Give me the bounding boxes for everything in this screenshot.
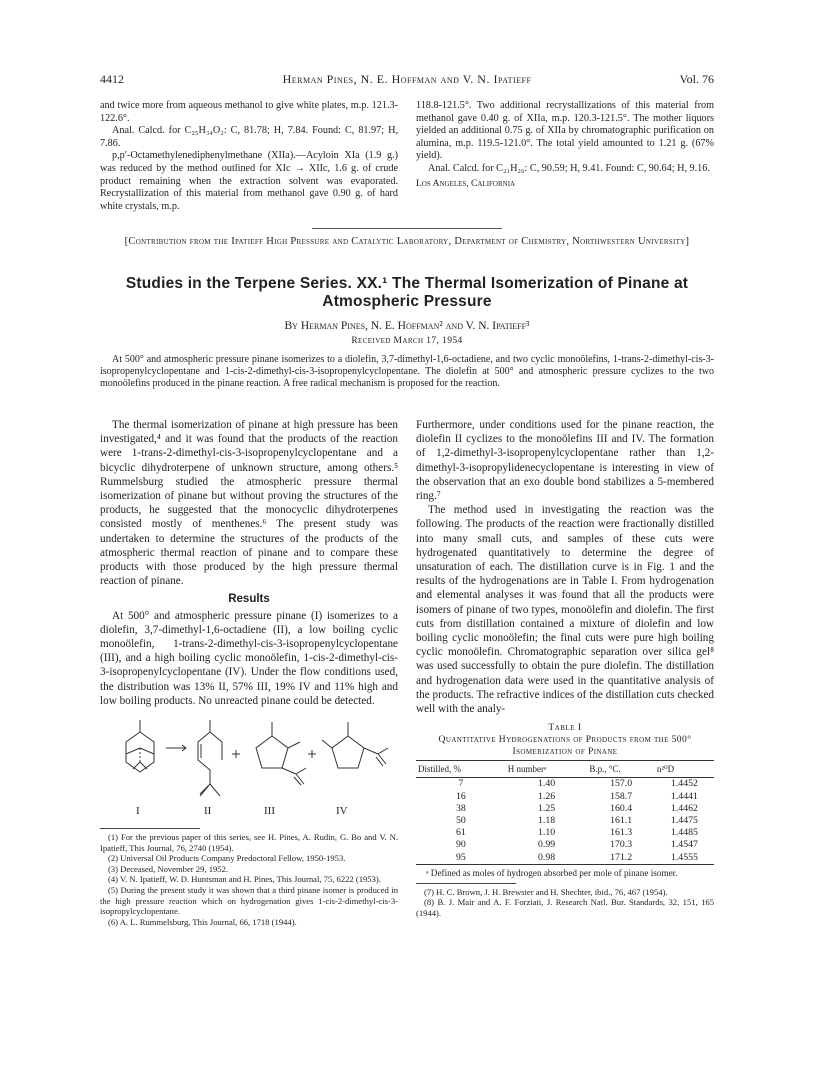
table-cell: 1.4547 (670, 839, 698, 851)
footnote: (3) Deceased, November 29, 1952. (108, 863, 229, 874)
table-footnote: ᵃ Defined as moles of hydrogen absorbed per mole of pinane isomer. (426, 867, 678, 878)
volume-number: Vol. 76 (679, 72, 714, 86)
table-cell: 61 (455, 827, 466, 839)
table-header: Distilled, % (416, 761, 506, 778)
article-divider (312, 228, 502, 229)
table-cell: 95 (416, 852, 506, 865)
table-title: Quantitative Hydrogenations of Products from the 500° Isomerization of Pinane (438, 734, 692, 758)
table-cell: 171.2 (587, 852, 655, 865)
running-authors: Herman Pines, N. E. Hoffman and V. N. Ipatieff (282, 72, 532, 86)
results-paragraph: At 500° and atmospheric pressure pinane (I) isomerizes to a diolefin, 3,7-dimethyl-1,6-octadiene (II), a low boiling cyclic monoölefin, 1-trans-2-dimethyl-cis-3-isopropenylcyclopentane (III), and a high boiling cyclic monoölefin, 1-cis-2-dimethyl-cis-3-isopropenylcyclopentane (IV). Under the flow conditions used, the distribution was 13% II, 57% III, 19% IV and 11% high and low boiling products. No unreacted pinane could be detected. (100, 609, 398, 707)
footnote: (1) For the previous paper of this series, see H. Pines, A. Rudin, G. Bo and V. N. Ipatieff, This Journal, 76, 2740 (1954). (100, 832, 398, 853)
table-cell: 1.4462 (670, 802, 698, 814)
table-cell: 16 (455, 790, 466, 802)
prev-paragraph: 118.8-121.5°. Two additional recrystallizations of this material from methanol gave 0.40 g. of XIIa, m.p. 120.3-121.5°. The mother liquors yielded an additional 0.75 g. of XIIa by chromatographic purification on alumina, m.p. 119.5-121.0°. The total yield amounted to 1.21 g. (67% yield). (416, 100, 714, 162)
structure-III (256, 722, 306, 785)
table-cell: 1.4441 (670, 790, 698, 802)
table-header-row (416, 761, 714, 778)
article-body (100, 418, 714, 1018)
scheme-label-III: III (264, 805, 275, 818)
table-caption (416, 722, 714, 758)
prev-right-column (416, 100, 714, 190)
table-cell: 0.99 (537, 839, 556, 851)
table-row (416, 852, 714, 865)
footnote: (6) A. L. Rummelsburg, This Journal, 66, 1718 (1944). (108, 916, 297, 927)
intro-paragraph: The thermal isomerization of pinane at high pressure has been investigated,⁴ and it was found that the products of the reaction were 1-trans-2-dimethyl-cis-3-isopropenylcyclopentane and a bicyclic dihydroterpene of unknown structure, among others.⁵ Rummelsburg studied the atmospheric pressure thermal isomerization of pinane but without proving the structures of the products, he suggested that the monocyclic dihydroterpenes consisted mostly of menthenes.⁶ The present study was undertaken to determine the structures of the products of the atmospheric thermal reaction of pinane and to compare these products with those produced by the high pressure thermal reaction of pinane. (100, 419, 398, 588)
prev-left-column (100, 100, 398, 213)
reaction-scheme-drawing (100, 714, 398, 824)
prev-location: Los Angeles, California (416, 178, 516, 189)
footnote-rule (100, 828, 200, 829)
scheme-label-IV: IV (336, 805, 348, 818)
table-cell: 1.26 (537, 790, 556, 802)
structure-IV (322, 722, 388, 768)
body-paragraph: Furthermore, under conditions used for the pinane reaction, the diolefin II cyclizes to the monoölefins III and IV. The formation of 1,2-dimethyl-3-isopropenylcyclopentane rather than 1,2-dimethyl-3-isopropylidenecyclopentane is interesting in view of the observation that an exo double bond stabilizes a 5-membered ring.⁷ (416, 419, 714, 503)
table-cell: 90 (455, 839, 466, 851)
table-cell: 1.10 (537, 827, 556, 839)
footnote: (2) Universal Oil Products Company Predoctoral Fellow, 1950-1953. (108, 853, 346, 864)
hydrogenation-table (416, 760, 714, 865)
table-row (416, 803, 714, 815)
running-header (100, 72, 714, 88)
table-header: B.p., °C. (587, 761, 655, 778)
footnote: (8) B. J. Mair and A. F. Forziati, J. Research Natl. Bur. Standards, 32, 151, 165 (1944). (416, 897, 714, 919)
table-row (416, 839, 714, 851)
structure-I (126, 720, 154, 772)
reaction-arrow (166, 745, 186, 751)
structure-II (198, 720, 222, 796)
table-row (416, 827, 714, 839)
prev-paragraph: and twice more from aqueous methanol to give white plates, m.p. 121.3-122.6°. (100, 100, 398, 124)
table-cell: 1.25 (537, 802, 556, 814)
table-cell: 158.7 (610, 790, 633, 802)
table-cell: 161.1 (610, 815, 633, 827)
footnote-rule (416, 883, 516, 884)
table-cell: 1.4475 (670, 815, 698, 827)
prev-paragraph: p,p′-Octamethylenediphenylmethane (XIIa).—Acyloin XIa (1.9 g.) was reduced by the method outlined for XIc → XIIc, 1.6 g. of crude product remaining when the extraction solvent was evaporated. Recrystallization of this material from methanol gave 0.90 g. of hard white crystals, m.p. (100, 150, 398, 212)
table-header: n²⁰D (655, 761, 714, 778)
table-cell: 1.40 (537, 778, 556, 790)
scheme-label-I: I (136, 805, 140, 818)
footnote: (7) H. C. Brown, J. H. Brewster and H. Shechter, ibid., 76, 467 (1954). (424, 886, 668, 897)
previous-article-tail (100, 100, 714, 220)
body-right-column (416, 418, 714, 919)
section-heading-results: Results (228, 593, 270, 606)
scheme-label-II: II (204, 805, 212, 818)
table-cell: 160.4 (610, 802, 633, 814)
table-cell: 170.3 (610, 839, 633, 851)
table-row (416, 791, 714, 803)
table-cell: 1.4485 (670, 827, 698, 839)
table-cell: 7 (458, 778, 464, 790)
page-number: 4412 (100, 72, 124, 86)
body-paragraph: The method used in investigating the reaction was the following. The products of the reaction were fractionally distilled into many small cuts, and samples of these cuts were hydrogenated quantitatively to determine the degree of unsaturation of each. The distillation curve is in Fig. 1 and the results of the hydrogenations are in Table I. From hydrogenation and elemental analyses it was found that all the products were isomers of pinane of two types, monoölefin and diolefin. The first cuts from distillation contained a mixture of diolefin and low boiling cyclic monoölefin; the final cuts were pure high boiling cyclic monoölefin. Chromatographic separation over silica gel⁸ was used successfully to obtain the pure diolefin. The distillation and hydrogenation data were used in the quantitative analysis of the products. The refractive indices of the distillation cuts checked well with the analy- (416, 504, 714, 716)
abstract: At 500° and atmospheric pressure pinane isomerizes to a diolefin, 3,7-dimethyl-1,6-octadiene, and two cyclic monoölefins, 1-trans-2-dimethyl-cis-3-isopropenylcyclopentane and 1-cis-2-dimethyl-cis-3-isopropenylcyclopentane. The diolefin at 500° and atmospheric pressure cyclizes to the two monoölefins produced in the pinane reaction. A free radical mechanism is proposed for the reaction. (100, 354, 714, 389)
contribution-line: [Contribution from the Ipatieff High Pressure and Catalytic Laboratory, Department of Chemistry, Northwestern University] (124, 236, 690, 247)
reaction-scheme (100, 714, 398, 824)
prev-analysis: Anal. Calcd. for C₂₁H₂₆: C, 90.59; H, 9.41. Found: C, 90.64; H, 9.16. (428, 162, 710, 174)
table-row (416, 778, 714, 791)
plus-sign (308, 750, 316, 758)
received-date: Received March 17, 1954 (351, 336, 463, 346)
table-row (416, 815, 714, 827)
table-cell: 50 (455, 815, 466, 827)
table-header: H numberᵃ (506, 761, 588, 778)
byline: By Herman Pines, N. E. Hoffman² and V. N. Ipatieff³ (284, 320, 530, 332)
table-cell: 1.4555 (655, 852, 714, 865)
plus-sign (232, 750, 240, 758)
footnote: (4) V. N. Ipatieff, W. D. Huntsman and H. Pines, This Journal, 75, 6222 (1953). (108, 874, 381, 885)
table-label: Table I (548, 722, 582, 734)
prev-analysis: Anal. Calcd. for C₂₅H₃₄O₂: C, 81.78; H, 7.84. Found: C, 81.97; H, 7.86. (100, 125, 398, 149)
body-left-column (100, 418, 398, 927)
footnote: (5) During the present study it was shown that a third pinane isomer is produced in the high pressure reaction which on hydrogenation gives 1-cis-2-dimethyl-cis-3-isopropylcyclopentane. (100, 885, 398, 917)
article-title: Studies in the Terpene Series. XX.¹ The Thermal Isomerization of Pinane at Atmospheric Pressure (125, 275, 689, 310)
table-cell: 0.98 (506, 852, 588, 865)
table-cell: 161.3 (610, 827, 633, 839)
table-cell: 1.18 (537, 815, 556, 827)
table-cell: 1.4452 (670, 778, 698, 790)
table-cell: 157.0 (610, 778, 633, 790)
table-cell: 38 (455, 802, 466, 814)
